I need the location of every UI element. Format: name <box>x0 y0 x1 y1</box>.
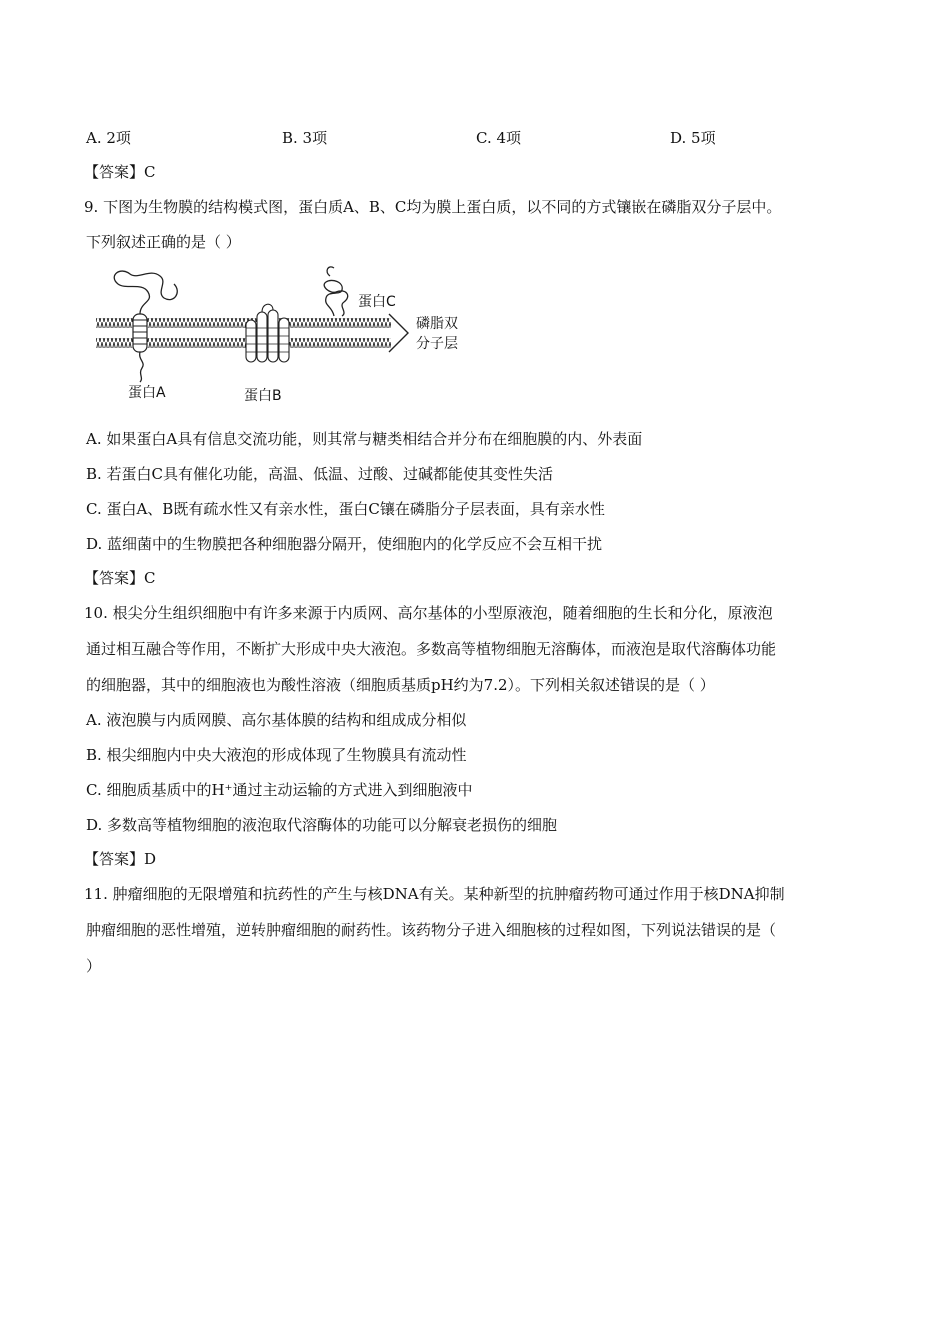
protein-c-shape <box>324 267 348 316</box>
q10-option-c: C. 细胞质基质中的H⁺通过主动运输的方式进入到细胞液中 <box>86 781 473 799</box>
q10-option-b: B. 根尖细胞内中央大液泡的形成体现了生物膜具有流动性 <box>86 746 467 764</box>
protein-b-label: 蛋白B <box>244 388 282 404</box>
q9-option-d: D. 蓝细菌中的生物膜把各种细胞器分隔开，使细胞内的化学反应不会互相干扰 <box>86 535 603 553</box>
q9-answer: 【答案】C <box>84 569 156 587</box>
protein-a-label: 蛋白A <box>128 385 166 401</box>
q8-option-c: C. 4项 <box>476 129 522 147</box>
q9-stem-line-1: 9. 下图为生物膜的结构模式图，蛋白质A、B、C均为膜上蛋白质，以不同的方式镶嵌在磷脂双分子层中。 <box>84 198 782 216</box>
q9-stem-line-2: 下列叙述正确的是（ ） <box>86 233 241 251</box>
q8-options <box>86 127 786 147</box>
q10-option-d: D. 多数高等植物细胞的液泡取代溶酶体的功能可以分解衰老损伤的细胞 <box>86 816 558 834</box>
q9-option-c: C. 蛋白A、B既有疏水性又有亲水性，蛋白C镶在磷脂分子层表面，具有亲水性 <box>86 500 605 518</box>
membrane-diagram <box>86 262 506 412</box>
q8-answer: 【答案】C <box>84 163 156 181</box>
protein-b-shape <box>246 304 289 362</box>
q8-option-a: A. 2项 <box>86 129 131 147</box>
q10-stem-line-3: 的细胞器，其中的细胞液也为酸性溶液（细胞质基质pH约为7.2）。下列相关叙述错误的是（ ） <box>86 676 715 694</box>
q11-stem-line-2: 肿瘤细胞的恶性增殖，逆转肿瘤细胞的耐药性。该药物分子进入细胞核的过程如图，下列说法错误的是（ <box>86 921 777 939</box>
q10-answer: 【答案】D <box>84 850 157 868</box>
q9-option-a: A. 如果蛋白A具有信息交流功能，则其常与糖类相结合并分布在细胞膜的内、外表面 <box>86 430 643 448</box>
q11-stem-line-1: 11. 肿瘤细胞的无限增殖和抗药性的产生与核DNA有关。某种新型的抗肿瘤药物可通过作用于核DNA抑制 <box>84 885 785 903</box>
lipid-label-line-1: 磷脂双 <box>416 316 458 332</box>
q11-stem-line-3: ） <box>86 957 102 975</box>
q10-stem-line-2: 通过相互融合等作用，不断扩大形成中央大液泡。多数高等植物细胞无溶酶体，而液泡是取代溶酶体功能 <box>86 640 777 658</box>
protein-c-label: 蛋白C <box>358 294 396 310</box>
q10-stem-line-1: 10. 根尖分生组织细胞中有许多来源于内质网、高尔基体的小型原液泡，随着细胞的生长和分化，原液泡 <box>84 604 773 622</box>
q9-option-b: B. 若蛋白C具有催化功能，高温、低温、过酸、过碱都能使其变性失活 <box>86 465 554 483</box>
q8-option-d: D. 5项 <box>670 129 716 147</box>
q10-option-a: A. 液泡膜与内质网膜、高尔基体膜的结构和组成成分相似 <box>86 711 467 729</box>
lipid-label-line-2: 分子层 <box>416 336 458 352</box>
q8-option-b: B. 3项 <box>282 129 328 147</box>
